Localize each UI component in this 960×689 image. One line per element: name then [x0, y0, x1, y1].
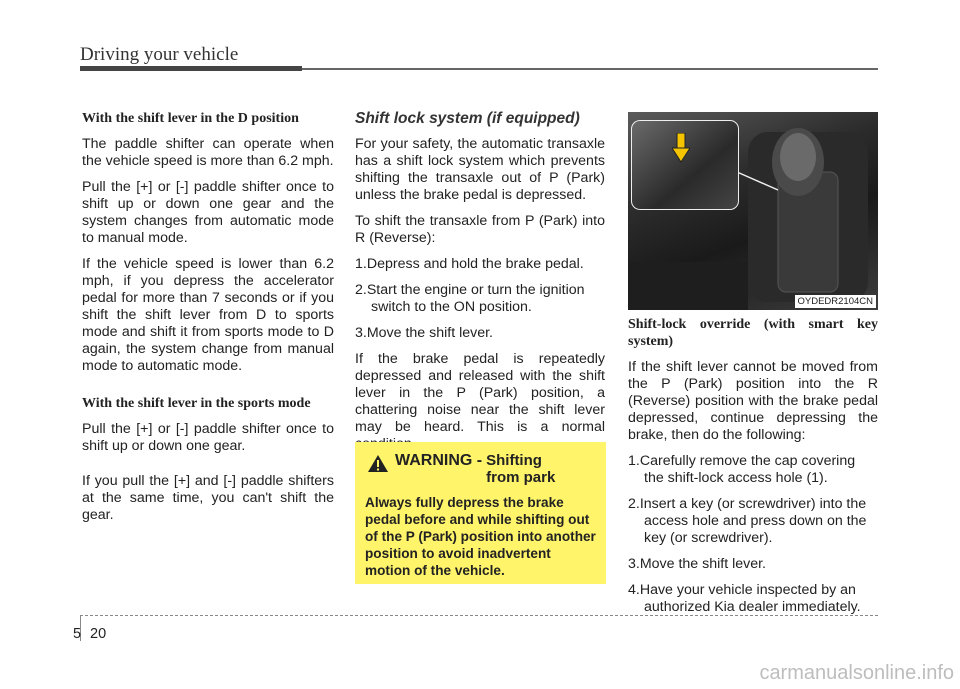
header-rule [302, 68, 878, 70]
warning-box [355, 442, 606, 584]
page-number: 20 [90, 626, 107, 642]
paragraph: If the vehicle speed is lower than 6.2 mph, if you depress the accelerator pedal for more than 7 seconds or if you shift the shift lever from D to sports mode and shift it from sports mode to D again, the system change from manual mode to automatic mode. [82, 256, 334, 374]
step-item: 3.Move the shift lever. [355, 325, 494, 341]
step-item: 1.Carefully remove the cap covering the shift-lock access hole (1). [628, 453, 856, 486]
step-item: 4.Have your vehicle inspected by an authorized Kia dealer immediately. [628, 582, 861, 615]
warning-title: Shifting from park [486, 452, 556, 486]
warning-header [365, 452, 596, 486]
image-code: OYDEDR2104CN [795, 295, 877, 308]
page-section-title: Driving your vehicle [80, 44, 239, 65]
paragraph: For your safety, the automatic transaxle has a shift lock system which prevents shifting the transaxle out of P (Park) unless the brake pedal is depressed. [355, 136, 605, 203]
footer-rule [80, 615, 878, 616]
access-hole-inset [631, 120, 739, 210]
heading-d-position: With the shift lever in the D position [82, 111, 299, 126]
section-number: 5 [73, 626, 82, 642]
paragraph: The paddle shifter can operate when the vehicle speed is more than 6.2 mph. [82, 136, 334, 169]
header-rule-dark [80, 66, 302, 71]
step-item: 2.Start the engine or turn the ignition switch to the ON position. [355, 282, 585, 315]
column-paddle-shifter [82, 110, 334, 533]
heading-shift-lock-system: Shift lock system (if equipped) [355, 110, 580, 127]
shift-lever-photo [628, 112, 878, 310]
step-item: 2.Insert a key (or screwdriver) into the access hole and press down on the key (or screwdriver). [628, 496, 867, 546]
paragraph: If the brake pedal is repeatedly depressed and released with the shift lever in the P (Park) position, a chattering noise near the shift lever may be heard. This is a normal [355, 351, 605, 435]
arrow-down-icon [672, 133, 690, 163]
watermark: carmanualsonline.info [759, 662, 954, 684]
warning-label: WARNING - [395, 452, 483, 469]
heading-shift-lock-override: Shift-lock override (with smart key system) [628, 317, 878, 349]
warning-text: Always fully depress the brake pedal before and while shifting out of the P (Park) position into another position to avoid inadvertent motion of the vehicle. [365, 495, 596, 578]
paragraph: Pull the [+] or [-] paddle shifter once to shift up or down one gear. [82, 421, 334, 454]
paragraph: If the shift lever cannot be moved from the P (Park) position into the R (Reverse) position with the brake pedal depressed, continue depressing the brake, then do the following: [628, 359, 878, 443]
step-item: 3.Move the shift lever. [628, 556, 767, 572]
warning-triangle-icon [367, 454, 389, 473]
paragraph: Pull the [+] or [-] paddle shifter once to shift up or down one gear and the system changes from automatic mode to manual mode. [82, 179, 334, 246]
step-item: 1.Depress and hold the brake pedal. [355, 256, 584, 272]
paragraph: To shift the transaxle from P (Park) into R (Reverse): [355, 213, 605, 246]
heading-sports-mode: With the shift lever in the sports mode [82, 396, 311, 411]
column-shift-lock-override [628, 316, 878, 625]
paragraph: If you pull the [+] and [-] paddle shifters at the same time, you can't shift the gear. [82, 473, 334, 523]
column-shift-lock [355, 110, 605, 462]
